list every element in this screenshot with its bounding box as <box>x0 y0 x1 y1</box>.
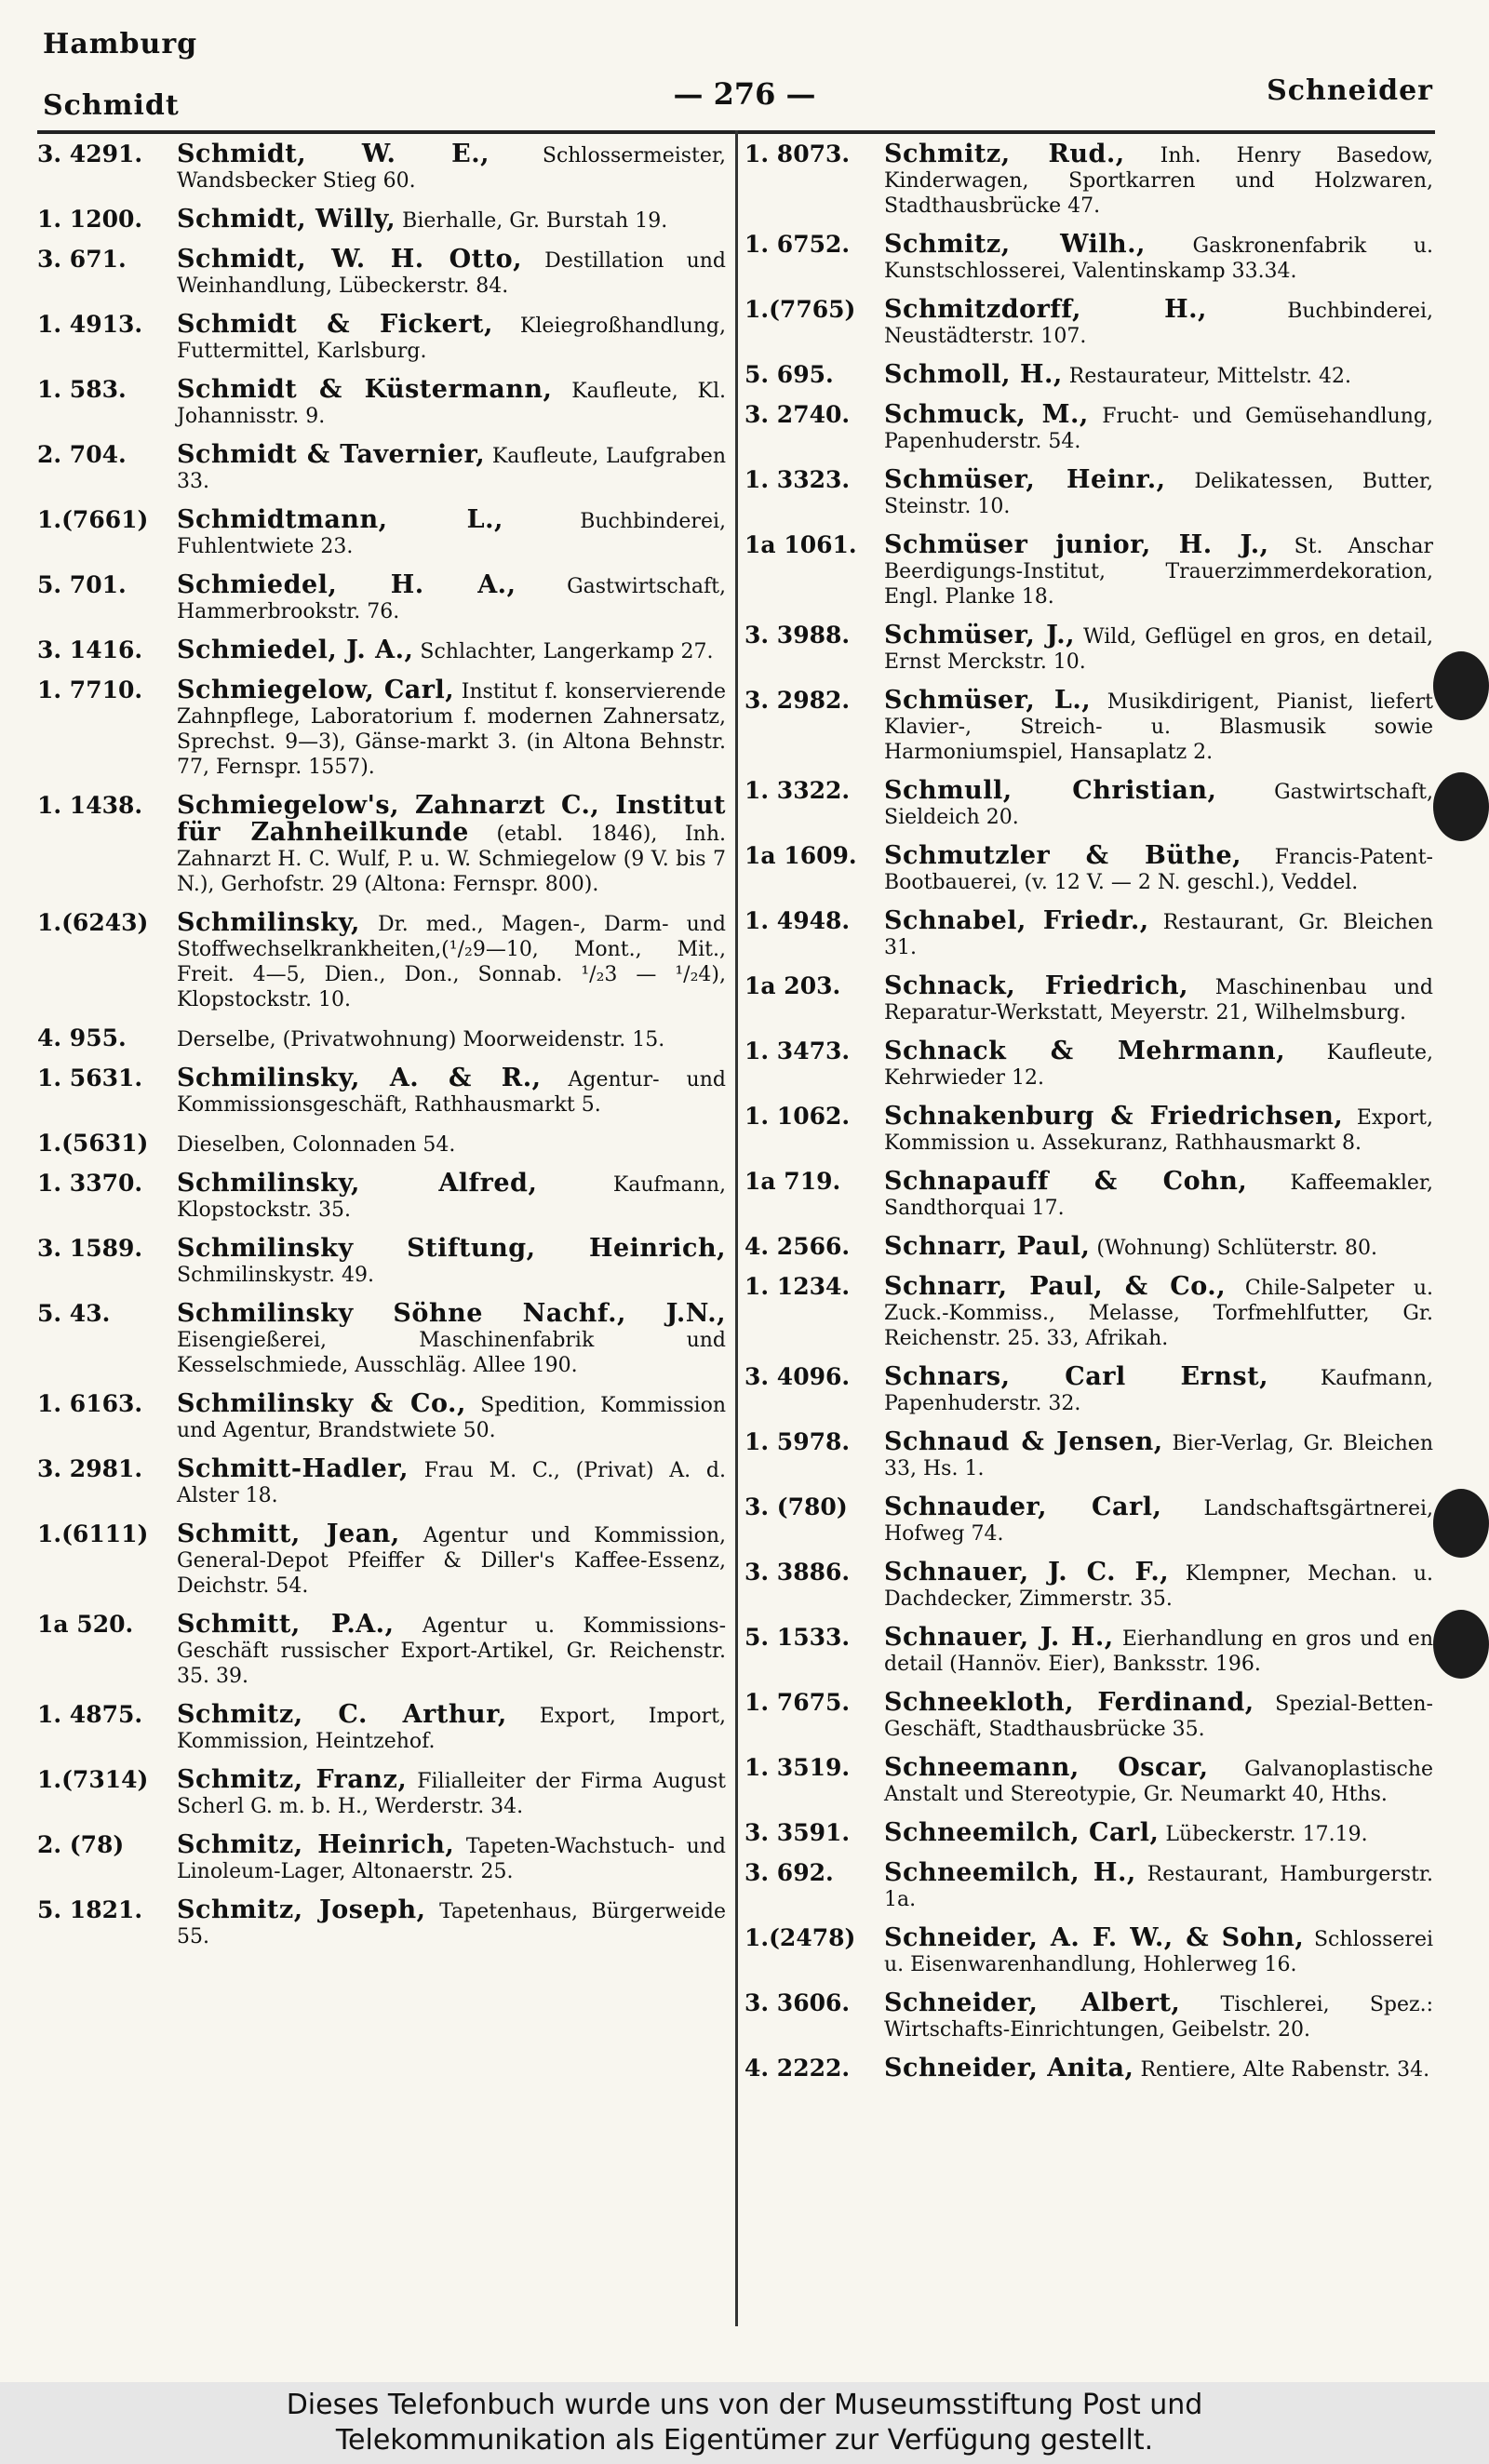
phone-number: 1. 1438. <box>37 792 143 819</box>
entry-name: Schmilinsky Söhne Nachf., J.N., <box>177 1299 726 1328</box>
entry-body <box>177 442 726 494</box>
entry-details: Export, Import, Kommission, Heintzehof. <box>177 1705 726 1753</box>
entry-body <box>177 1391 726 1443</box>
entry-name: Schmiedel, J. A., <box>177 636 414 664</box>
directory-entry <box>744 1429 1433 1481</box>
entry-body <box>177 1612 726 1689</box>
entry-details: Derselbe, (Privatwohnung) Moorweidenstr. 15. <box>177 1028 665 1051</box>
directory-entry <box>744 1234 1433 1261</box>
entry-name: Schnakenburg & Friedrichsen, <box>884 1102 1344 1131</box>
phone-number: 1. 3323. <box>744 466 851 493</box>
directory-entry <box>744 1625 1433 1677</box>
ownership-footer <box>0 2382 1489 2464</box>
entry-name: Schmitz, Franz, <box>177 1765 408 1794</box>
entry-name: Schmutzler & Büthe, <box>884 841 1242 870</box>
entry-name: Schneemann, Oscar, <box>884 1753 1209 1782</box>
phone-number: 3. 2982. <box>744 687 851 714</box>
entry-details: Delikatessen, Butter, Steinstr. 10. <box>884 470 1433 518</box>
directory-entry <box>744 1364 1433 1416</box>
phone-number: 3. (780) <box>744 1493 848 1520</box>
entry-details: Kaufleute, Laufgraben 33. <box>177 445 726 493</box>
entry-name: Schmitt-Hadler, <box>177 1454 409 1483</box>
entry-name: Schmitt, Jean, <box>177 1520 400 1548</box>
directory-entry <box>744 843 1433 895</box>
phone-number: 3. 3591. <box>744 1819 851 1846</box>
directory-entry <box>37 637 726 664</box>
entry-body <box>884 141 1433 219</box>
phone-number: 1. 8073. <box>744 141 851 167</box>
phone-number: 1a 1061. <box>744 531 857 558</box>
entry-details: Inh. Henry Basedow, Kinderwagen, Sportkarren und Holzwaren, Stadthausbrücke 47. <box>884 144 1434 218</box>
entry-body <box>884 688 1433 765</box>
entry-name: Schnabel, Friedr., <box>884 906 1149 935</box>
directory-entry <box>744 1755 1433 1807</box>
entry-name: Schmiedel, H. A., <box>177 570 516 599</box>
directory-entry <box>744 402 1433 454</box>
entry-name: Schneemilch, Carl, <box>884 1818 1160 1847</box>
phone-number: 3. 671. <box>37 246 127 273</box>
entry-body <box>884 973 1433 1025</box>
entry-details: Restaurant, Hamburgerstr. 1a. <box>884 1863 1433 1911</box>
entry-name: Schneemilch, H., <box>884 1858 1136 1887</box>
entry-body <box>177 910 726 1012</box>
directory-entry <box>744 973 1433 1025</box>
phone-number: 1. 7710. <box>37 676 143 703</box>
entry-body <box>884 1755 1433 1807</box>
entry-details: Export, Kommission u. Assekuranz, Rathhausmarkt 8. <box>884 1106 1433 1155</box>
column-divider <box>735 130 738 2326</box>
entry-body <box>177 1025 726 1052</box>
entry-body <box>177 312 726 364</box>
entry-details: Kaufmann, Papenhuderstr. 32. <box>884 1367 1433 1415</box>
phone-number: 1a 203. <box>744 972 841 999</box>
entry-name: Schmüser, J., <box>884 621 1076 649</box>
directory-entry <box>744 623 1433 675</box>
directory-entry <box>37 507 726 559</box>
entry-name: Schmitt, P.A., <box>177 1610 395 1639</box>
entry-name: Schmilinsky, A. & R., <box>177 1064 542 1092</box>
entry-name: Schmitz, Rud., <box>884 140 1125 168</box>
entry-body <box>177 377 726 429</box>
entry-details: Dr. med., Magen-, Darm- und Stoffwechselkrankheiten,(¹/₂9—10, Mont., Mit., Freit. 4—5, Dien., Don., Sonnab. ¹/₂3 — ¹/₂4), Klopstockstr. 10. <box>177 913 727 1011</box>
directory-entry <box>37 1832 726 1884</box>
entry-body <box>177 1456 726 1508</box>
phone-number: 1. 5631. <box>37 1065 143 1091</box>
entry-body <box>884 843 1433 895</box>
entry-details: Frau M. C., (Privat) A. d. Alster 18. <box>177 1459 726 1507</box>
phone-number: 2. (78) <box>37 1831 125 1858</box>
binding-hole <box>1433 1610 1489 1679</box>
entry-name: Schmilinsky, <box>177 908 360 937</box>
entry-details: Schlachter, Langerkamp 27. <box>420 640 714 663</box>
phone-number: 3. 3988. <box>744 622 851 649</box>
directory-entry <box>744 297 1433 349</box>
entry-body <box>884 232 1433 284</box>
phone-number: 3. 4096. <box>744 1363 851 1390</box>
directory-entry <box>744 532 1433 609</box>
entry-body <box>884 467 1433 519</box>
directory-entry <box>744 1925 1433 1977</box>
entry-details: Restaurant, Gr. Bleichen 31. <box>884 911 1433 959</box>
phone-number: 1. 4875. <box>37 1701 143 1728</box>
entry-name: Schnauer, J. C. F., <box>884 1558 1170 1587</box>
entry-body <box>884 1274 1433 1351</box>
entry-name: Schmidt, W. H. Otto, <box>177 245 523 274</box>
entry-name: Schmidt & Fickert, <box>177 310 493 339</box>
entry-name: Schmüser, L., <box>884 686 1092 715</box>
entry-name: Schnack & Mehrmann, <box>884 1037 1286 1065</box>
entry-name: Schmull, Christian, <box>884 776 1217 805</box>
entry-details: Agentur- und Kommissionsgeschäft, Rathhausmarkt 5. <box>177 1068 726 1117</box>
right-keyword: Schneider <box>1267 74 1433 107</box>
entry-name: Schmitz, Wilh., <box>884 230 1146 259</box>
phone-number: 4. 2222. <box>744 2055 851 2082</box>
entry-body <box>884 778 1433 830</box>
entry-name: Schmitz, Joseph, <box>177 1895 426 1924</box>
phone-number: 5. 1533. <box>744 1624 851 1651</box>
entry-details: Restaurateur, Mittelstr. 42. <box>1068 365 1352 388</box>
phone-number: 1. 6163. <box>37 1390 143 1417</box>
entry-details: Agentur und Kommission, General-Depot Pfeiffer & Diller's Kaffee-Essenz, Deichstr. 54. <box>177 1524 726 1598</box>
phone-number: 5. 695. <box>744 361 834 388</box>
directory-entry <box>37 910 726 1012</box>
entry-name: Schnapauff & Cohn, <box>884 1167 1248 1196</box>
directory-entry <box>744 1038 1433 1091</box>
phone-number: 3. 3886. <box>744 1559 851 1586</box>
entry-body <box>884 1925 1433 1977</box>
entry-body <box>884 1625 1433 1677</box>
entry-body <box>884 1169 1433 1221</box>
directory-entry <box>37 572 726 624</box>
phone-number: 1. 3519. <box>744 1754 851 1781</box>
entry-name: Schmitzdorff, H., <box>884 295 1207 324</box>
entry-body <box>177 247 726 299</box>
entry-name: Schmidt, Willy, <box>177 205 396 234</box>
entry-name: Schneider, Anita, <box>884 2054 1134 2082</box>
phone-number: 4. 2566. <box>744 1233 851 1260</box>
entry-details: Tapetenhaus, Bürgerweide 55. <box>177 1900 726 1948</box>
directory-entry <box>37 442 726 494</box>
entry-name: Schnarr, Paul, <box>884 1232 1091 1261</box>
directory-entry <box>37 1301 726 1378</box>
entry-details: Filialleiter der Firma August Scherl G. m. b. H., Werderstr. 34. <box>177 1770 727 1818</box>
phone-number: 1. 3322. <box>744 777 851 804</box>
directory-entry <box>37 247 726 299</box>
entry-details: Schmilinskystr. 49. <box>177 1264 374 1287</box>
phone-number: 3. 4291. <box>37 141 143 167</box>
phone-number: 5. 1821. <box>37 1896 143 1923</box>
entry-name: Schmilinsky, Alfred, <box>177 1169 538 1198</box>
phone-number: 3. 692. <box>744 1859 834 1886</box>
entry-details: Bierhalle, Gr. Burstah 19. <box>402 209 668 233</box>
entry-details: Bier-Verlag, Gr. Bleichen 33, Hs. 1. <box>884 1432 1433 1480</box>
entry-body <box>884 1364 1433 1416</box>
phone-number: 1. 4913. <box>37 311 143 338</box>
entry-details: Buchbinderei, Fuhlentwiete 23. <box>177 510 727 558</box>
directory-entry <box>37 677 726 780</box>
entry-name: Schmitz, C. Arthur, <box>177 1700 507 1729</box>
entry-details: Schlossermeister, Wandsbecker Stieg 60. <box>177 144 726 193</box>
phone-number: 1.(7765) <box>744 296 856 323</box>
entry-body <box>884 1038 1433 1091</box>
entry-body <box>884 1990 1433 2042</box>
directory-entry <box>37 141 726 194</box>
phone-number: 5. 43. <box>37 1300 111 1327</box>
entry-body <box>177 1065 726 1118</box>
directory-entry <box>37 1521 726 1599</box>
directory-entry <box>37 793 726 897</box>
entry-body <box>177 1832 726 1884</box>
entry-details: Klempner, Mechan. u. Dachdecker, Zimmerstr. 35. <box>884 1562 1433 1611</box>
phone-number: 1. 3370. <box>37 1170 143 1197</box>
entry-details: Lübeckerstr. 17.19. <box>1165 1823 1368 1846</box>
binding-hole <box>1433 1489 1489 1558</box>
directory-entry <box>744 778 1433 830</box>
directory-entry <box>37 1897 726 1949</box>
entry-details: Frucht- und Gemüsehandlung, Papenhuderstr. 54. <box>884 405 1434 453</box>
directory-entry <box>744 908 1433 960</box>
phone-number: 1. 5978. <box>744 1428 851 1455</box>
directory-entry <box>37 312 726 364</box>
entry-body <box>884 1820 1433 1847</box>
entry-body <box>177 507 726 559</box>
entry-name: Schmiegelow's, Zahnarzt C., Institut für Zahnheilkunde <box>177 791 726 847</box>
entry-body <box>177 572 726 624</box>
entry-details: Kaufleute, Kl. Johannisstr. 9. <box>177 380 726 428</box>
entry-body <box>884 1560 1433 1612</box>
entry-body <box>177 1236 726 1288</box>
directory-entry <box>37 1065 726 1118</box>
entry-details: Landschaftsgärtnerei, Hofweg 74. <box>884 1497 1433 1546</box>
phone-number: 1a 1609. <box>744 842 857 869</box>
entry-name: Schnars, Carl Ernst, <box>884 1362 1268 1391</box>
directory-entry <box>37 377 726 429</box>
phone-number: 1. 3473. <box>744 1038 851 1065</box>
phone-number: 3. 1589. <box>37 1235 143 1262</box>
phone-number: 1a 520. <box>37 1611 134 1638</box>
binding-hole <box>1433 651 1489 720</box>
phone-number: 1. 1062. <box>744 1103 851 1130</box>
entry-details: Destillation und Weinhandlung, Lübeckerstr. 84. <box>177 249 726 298</box>
entry-details: Dieselben, Colonnaden 54. <box>177 1133 456 1157</box>
entry-name: Schmitz, Heinrich, <box>177 1830 455 1859</box>
entry-details: Tischlerei, Spez.: Wirtschafts-Einrichtungen, Geibelstr. 20. <box>884 1993 1433 2042</box>
directory-entry <box>744 1560 1433 1612</box>
entry-details: Francis-Patent-Bootbauerei, (v. 12 V. — 2 N. geschl.), Veddel. <box>884 846 1433 894</box>
entry-details: Spedition, Kommission und Agentur, Brandstwiete 50. <box>177 1394 727 1442</box>
phone-number: 5. 701. <box>37 571 127 598</box>
entry-body <box>884 1494 1433 1547</box>
directory-entry <box>37 1131 726 1158</box>
entry-details: Institut f. konservierende Zahnpflege, Laboratorium f. modernen Zahnersatz, Sprechst. 9—3), Gänse-markt 3. (in Altona Behnstr. 77, Fernspr. 1557). <box>177 680 726 779</box>
phone-number: 1.(7661) <box>37 506 149 533</box>
entry-body <box>884 402 1433 454</box>
entry-name: Schmidt, W. E., <box>177 140 490 168</box>
phone-number: 1.(7314) <box>37 1766 149 1793</box>
directory-entry <box>744 232 1433 284</box>
entry-name: Schnarr, Paul, & Co., <box>884 1272 1227 1301</box>
entry-name: Schnauder, Carl, <box>884 1493 1162 1521</box>
entry-body <box>177 1897 726 1949</box>
directory-entry <box>744 1494 1433 1547</box>
entry-name: Schmilinsky Stiftung, Heinrich, <box>177 1234 726 1263</box>
entry-body <box>884 623 1433 675</box>
directory-entry <box>37 1456 726 1508</box>
entry-details: Eierhandlung en gros und en detail (Hannöv. Eier), Banksstr. 196. <box>884 1627 1433 1676</box>
phone-number: 1. 1200. <box>37 206 143 233</box>
entry-details: Kaufmann, Klopstockstr. 35. <box>177 1173 726 1222</box>
entry-name: Schmoll, H., <box>884 360 1063 389</box>
phone-number: 1. 6752. <box>744 231 851 258</box>
phone-number: 1. 4948. <box>744 907 851 934</box>
entry-name: Schmiegelow, Carl, <box>177 676 455 704</box>
entry-details: Gastwirtschaft, Hammerbrookstr. 76. <box>177 575 726 623</box>
entry-details: Galvanoplastische Anstalt und Stereotypie, Gr. Neumarkt 40, Hths. <box>884 1758 1434 1806</box>
right-column <box>744 141 1433 2096</box>
entry-details: Kaffeemakler, Sandthorquai 17. <box>884 1172 1433 1220</box>
entry-details: Buchbinderei, Neustädterstr. 107. <box>884 300 1434 348</box>
phone-number: 1. 7675. <box>744 1689 851 1716</box>
city-heading: Hamburg <box>43 28 198 60</box>
entry-details: Spezial-Betten-Geschäft, Stadthausbrücke 35. <box>884 1693 1433 1741</box>
entry-details: St. Anschar Beerdigungs-Institut, Trauerzimmerdekoration, Engl. Planke 18. <box>884 535 1434 609</box>
footer-line-2: Telekommunikation als Eigentümer zur Verfügung gestellt. <box>335 2424 1154 2457</box>
entry-details: Eisengießerei, Maschinenfabrik und Kesselschmiede, Ausschläg. Allee 190. <box>177 1329 726 1377</box>
left-column <box>37 141 726 1962</box>
entry-details: Gastwirtschaft, Sieldeich 20. <box>884 781 1433 829</box>
entry-body <box>884 362 1433 389</box>
entry-body <box>177 1171 726 1223</box>
phone-number: 3. 2740. <box>744 401 851 428</box>
directory-entry <box>37 1236 726 1288</box>
directory-entry <box>744 1820 1433 1847</box>
entry-name: Schmüser, Heinr., <box>884 465 1166 494</box>
entry-details: Gaskronenfabrik u. Kunstschlosserei, Valentinskamp 33.34. <box>884 234 1433 283</box>
entry-body <box>177 677 726 780</box>
entry-body <box>177 207 726 234</box>
directory-entry <box>37 1702 726 1754</box>
entry-body <box>884 1429 1433 1481</box>
entry-body <box>177 141 726 194</box>
phone-number: 1.(6243) <box>37 909 149 936</box>
directory-entry <box>744 1274 1433 1351</box>
directory-entry <box>37 1391 726 1443</box>
entry-name: Schmuck, M., <box>884 400 1089 429</box>
entry-details: Agentur u. Kommissions-Geschäft russischer Export-Artikel, Gr. Reichenstr. 35. 39. <box>177 1614 726 1688</box>
phone-number: 1a 719. <box>744 1168 841 1195</box>
phone-number: 1.(2478) <box>744 1924 856 1951</box>
entry-details: Kaufleute, Kehrwieder 12. <box>884 1041 1433 1090</box>
directory-entry <box>744 1990 1433 2042</box>
entry-body <box>884 1104 1433 1156</box>
entry-name: Schnaud & Jensen, <box>884 1427 1163 1456</box>
phone-number: 3. 2981. <box>37 1455 143 1482</box>
entry-details: Maschinenbau und Reparatur-Werkstatt, Meyerstr. 21, Wilhelmsburg. <box>884 976 1433 1024</box>
phone-number: 1. 583. <box>37 376 127 403</box>
entry-details: Tapeten-Wachstuch- und Linoleum-Lager, Altonaerstr. 25. <box>177 1835 727 1883</box>
entry-name: Schneider, A. F. W., & Sohn, <box>884 1923 1305 1952</box>
entry-details: Kleiegroßhandlung, Futtermittel, Karlsburg. <box>177 315 726 363</box>
directory-entry <box>37 207 726 234</box>
entry-name: Schmilinsky & Co., <box>177 1389 466 1418</box>
entry-details: Wild, Geflügel en gros, en detail, Ernst Merckstr. 10. <box>884 625 1434 674</box>
entry-body <box>884 2056 1433 2082</box>
left-keyword: Schmidt <box>43 89 180 122</box>
phone-number: 3. 3606. <box>744 1989 851 2016</box>
entry-body <box>884 297 1433 349</box>
entry-details: Musikdirigent, Pianist, liefert Klavier-, Streich- u. Blasmusik sowie Harmoniumspiel, Hansaplatz 2. <box>884 690 1434 764</box>
entry-name: Schneider, Albert, <box>884 1989 1181 2017</box>
page-number: — 276 — <box>673 76 816 112</box>
phone-number: 4. 955. <box>37 1024 127 1051</box>
entry-details: Rentiere, Alte Rabenstr. 34. <box>1140 2058 1430 2082</box>
entry-name: Schmidt & Tavernier, <box>177 440 486 469</box>
entry-details: Chile-Salpeter u. Zuck.-Kommiss., Melasse, Torfmehlfutter, Gr. Reichenstr. 25. 33, Afrikah. <box>884 1277 1433 1350</box>
directory-entry <box>744 362 1433 389</box>
directory-entry <box>744 1169 1433 1221</box>
entry-name: Schnack, Friedrich, <box>884 971 1189 1000</box>
phone-number: 1.(6111) <box>37 1520 149 1547</box>
entry-name: Schnauer, J. H., <box>884 1623 1114 1652</box>
entry-body <box>884 908 1433 960</box>
directory-entry <box>744 688 1433 765</box>
entry-body <box>177 637 726 664</box>
directory-entry <box>744 1690 1433 1742</box>
directory-entry <box>744 1104 1433 1156</box>
directory-entry <box>37 1612 726 1689</box>
directory-entry <box>744 2056 1433 2082</box>
entry-name: Schneekloth, Ferdinand, <box>884 1688 1254 1717</box>
entry-body <box>177 1702 726 1754</box>
entry-body <box>177 793 726 897</box>
phone-number: 2. 704. <box>37 441 127 468</box>
phone-number: 1.(5631) <box>37 1130 149 1157</box>
entry-name: Schmidtmann, L., <box>177 505 503 534</box>
entry-body <box>884 1690 1433 1742</box>
phone-number: 3. 1416. <box>37 636 143 663</box>
entry-details: Schlosserei u. Eisenwarenhandlung, Hohlerweg 16. <box>884 1928 1433 1976</box>
entry-body <box>177 1301 726 1378</box>
entry-name: Schmüser junior, H. J., <box>884 530 1269 559</box>
entry-body <box>177 1131 726 1158</box>
phone-number: 1. 1234. <box>744 1273 851 1300</box>
directory-entry <box>744 467 1433 519</box>
entry-details: (Wohnung) Schlüterstr. 80. <box>1096 1237 1377 1260</box>
entry-body <box>884 532 1433 609</box>
entry-name: Schmidt & Küstermann, <box>177 375 553 404</box>
directory-entry <box>37 1767 726 1819</box>
directory-entry <box>744 1860 1433 1912</box>
directory-entry <box>37 1025 726 1052</box>
binding-hole <box>1433 772 1489 841</box>
entry-body <box>884 1234 1433 1261</box>
footer-line-1: Dieses Telefonbuch wurde uns von der Museumsstiftung Post und <box>286 2389 1203 2421</box>
entry-body <box>884 1860 1433 1912</box>
entry-details: (etabl. 1846), Inh. Zahnarzt H. C. Wulf, P. u. W. Schmiegelow (9 V. bis 7 N.), Gerhofstr. 29 (Altona: Fernspr. 800). <box>177 823 726 896</box>
entry-body <box>177 1521 726 1599</box>
entry-body <box>177 1767 726 1819</box>
directory-entry <box>744 141 1433 219</box>
directory-entry <box>37 1171 726 1223</box>
